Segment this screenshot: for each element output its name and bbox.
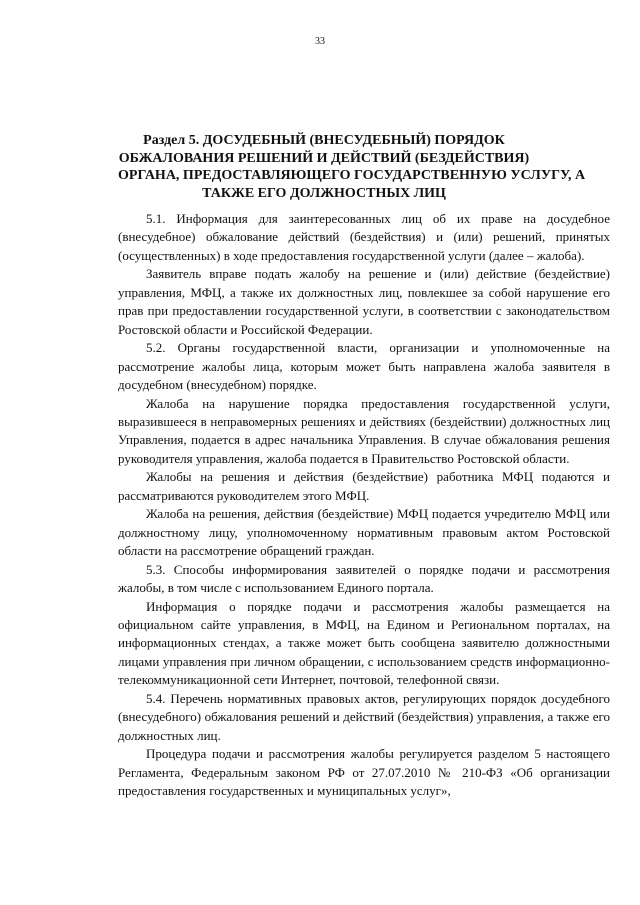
paragraph: Жалоба на нарушение порядка предоставления государственной услуги, выразившееся в неправомерных решениях и действиях (бездействии) должностных лиц Управления, подается в адрес начальника Управления. В случае обжалования решения руководителя управления, жалоба подается в Правительство Ростовской области. (118, 395, 610, 466)
paragraph-5-3: 5.3. Способы информирования заявителей о порядке подачи и рассмотрения жалобы, в том числе с использованием Единого портала. (118, 561, 610, 596)
section-heading (118, 132, 586, 202)
paragraph: Информация о порядке подачи и рассмотрения жалобы размещается на официальном сайте управления, в МФЦ, на Едином и Региональном порталах, на информационных стендах, а также может быть сообщена заявителю должностными лицами управления при личном обращении, с использованием средств информационно-телекоммуникационной сети Интернет, почтовой, телефонной связи. (118, 598, 610, 688)
heading-line: ОРГАНА, ПРЕДОСТАВЛЯЮЩЕГО ГОСУДАРСТВЕННУЮ УСЛУГУ, А (118, 168, 586, 183)
document-body (118, 210, 610, 801)
paragraph-5-2: 5.2. Органы государственной власти, организации и уполномоченные на рассмотрение жалобы лица, которым может быть направлена жалоба заявителя в досудебном (внесудебном) порядке. (118, 340, 610, 393)
heading-line: ОБЖАЛОВАНИЯ РЕШЕНИЙ И ДЕЙСТВИЙ (БЕЗДЕЙСТВИЯ) (118, 150, 530, 166)
paragraph: Заявитель вправе подать жалобу на решение и (или) действие (бездействие) управления, МФЦ, а также их должностных лиц, повлекшее за собой нарушение его прав при предоставлении государственной услуги, в соответствии с законодательством Ростовской области и Российской Федерации. (118, 266, 610, 337)
paragraph-5-1: 5.1. Информация для заинтересованных лиц об их праве на досудебное (внесудебное) обжалование действий (бездействия) и (или) решений, принятых (осуществленных) в ходе предоставления государственной услуги (далее – жалоба). (118, 211, 610, 263)
paragraph: Жалобы на решения и действия (бездействие) работника МФЦ подаются и рассматриваются руководителем этого МФЦ. (118, 469, 610, 503)
page-number: 33 (315, 36, 325, 47)
heading-line: Раздел 5. ДОСУДЕБНЫЙ (ВНЕСУДЕБНЫЙ) ПОРЯДОК (143, 133, 505, 148)
heading-line: ТАКЖЕ ЕГО ДОЛЖНОСТНЫХ ЛИЦ (202, 185, 446, 201)
paragraph: Процедура подачи и рассмотрения жалобы регулируется разделом 5 настоящего Регламента, Федеральным законом РФ от 27.07.2010 № 210-ФЗ «Об организации предоставления государственных и муниципальных услуг», (118, 746, 610, 799)
paragraph: Жалоба на решения, действия (бездействие) МФЦ подается учредителю МФЦ или должностному лицу, уполномоченному нормативным правовым актом Ростовской области на рассмотрение обращений граждан. (118, 506, 610, 559)
paragraph-5-4: 5.4. Перечень нормативных правовых актов, регулирующих порядок досудебного (внесудебного) обжалования решений и действий (бездействия) управления, а также его должностных лиц. (118, 690, 610, 743)
